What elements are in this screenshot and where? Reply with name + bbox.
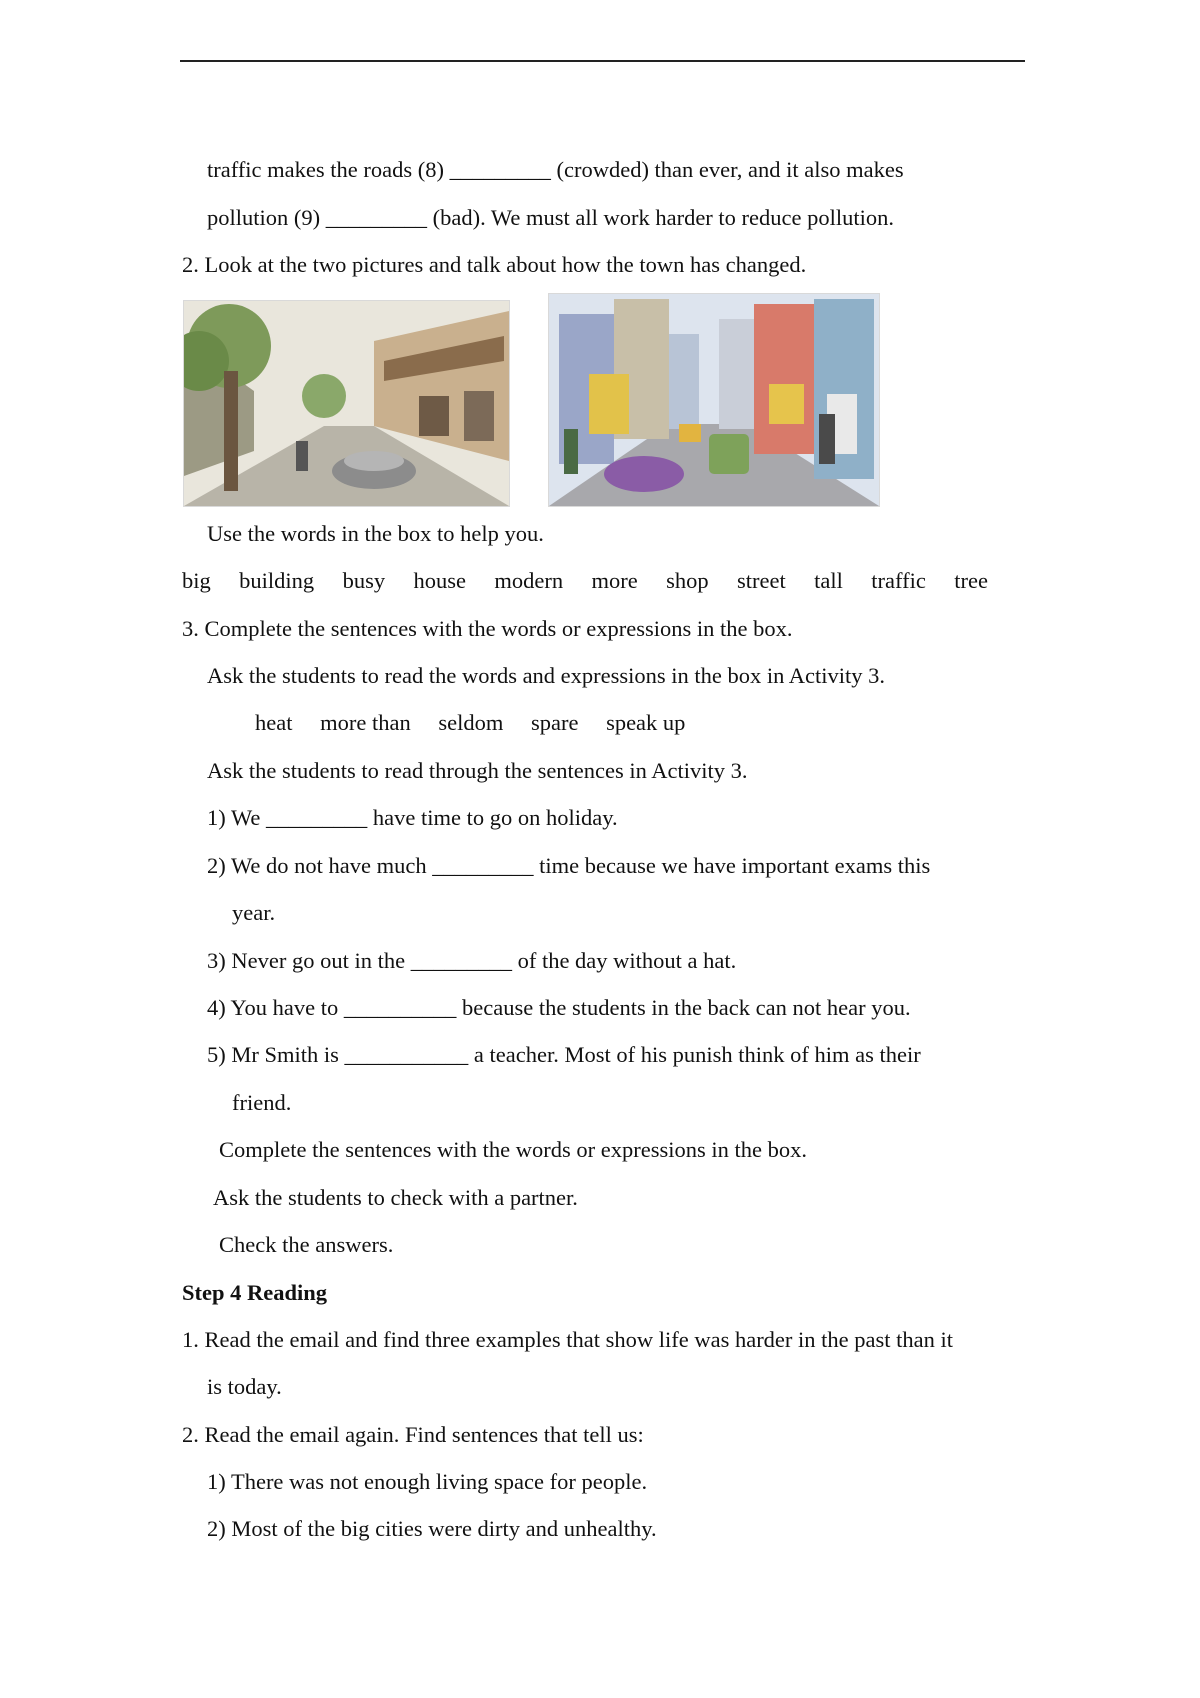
reading-subitem: 2) Most of the big cities were dirty and unhealthy.	[207, 1516, 657, 1541]
expression-box-item: seldom	[438, 710, 504, 735]
word-box-item: house	[413, 568, 466, 593]
word-box-item: street	[737, 568, 786, 593]
reading-task-continuation: is today.	[207, 1374, 282, 1399]
word-box-item: big	[182, 568, 211, 593]
expression-box-item: spare	[530, 710, 579, 735]
exercise-item: 2) We do not have much _________ time because we have important exams this	[207, 853, 931, 878]
word-box-item: tree	[954, 568, 988, 593]
word-box-item: busy	[342, 568, 386, 593]
text-line: Ask the students to check with a partner.	[213, 1185, 578, 1210]
expression-box-item: speak up	[606, 710, 686, 735]
step-heading: Step 4 Reading	[182, 1280, 328, 1305]
text-line: Check the answers.	[219, 1232, 394, 1257]
exercise-item: 1) We _________ have time to go on holiday.	[207, 805, 618, 830]
activity-2-heading: 2. Look at the two pictures and talk about how the town has changed.	[182, 252, 807, 277]
exercise-item: 4) You have to __________ because the students in the back can not hear you.	[207, 995, 911, 1020]
exercise-item-continuation: year.	[232, 900, 276, 925]
header-rule	[180, 60, 1025, 62]
word-box-item: building	[239, 568, 315, 593]
reading-task: 1. Read the email and find three examples that show life was harder in the past than it	[182, 1327, 954, 1352]
word-box	[182, 566, 988, 596]
text-line: Use the words in the box to help you.	[207, 521, 544, 546]
old-town-picture	[183, 300, 510, 507]
text-line: Complete the sentences with the words or expressions in the box.	[219, 1137, 808, 1162]
exercise-item-continuation: friend.	[232, 1090, 292, 1115]
word-box-item: shop	[666, 568, 709, 593]
word-box-item: modern	[494, 568, 564, 593]
text-line: pollution (9) _________ (bad). We must all work harder to reduce pollution.	[207, 205, 895, 230]
text-line: Ask the students to read through the sentences in Activity 3.	[207, 758, 748, 783]
reading-task: 2. Read the email again. Find sentences that tell us:	[182, 1422, 644, 1447]
exercise-item: 3) Never go out in the _________ of the day without a hat.	[207, 948, 737, 973]
exercise-item: 5) Mr Smith is ___________ a teacher. Most of his punish think of him as their	[207, 1042, 921, 1067]
expression-box-item: more than	[320, 710, 411, 735]
word-box-item: more	[591, 568, 638, 593]
reading-subitem: 1) There was not enough living space for people.	[207, 1469, 648, 1494]
expression-box	[255, 708, 707, 738]
expression-box-item: heat	[255, 710, 293, 735]
word-box-item: tall	[814, 568, 843, 593]
word-box-item: traffic	[871, 568, 926, 593]
text-line: Ask the students to read the words and expressions in the box in Activity 3.	[207, 663, 886, 688]
text-line: traffic makes the roads (8) _________ (crowded) than ever, and it also makes	[207, 157, 904, 182]
modern-town-picture	[548, 293, 880, 507]
activity-3-heading: 3. Complete the sentences with the words or expressions in the box.	[182, 616, 793, 641]
